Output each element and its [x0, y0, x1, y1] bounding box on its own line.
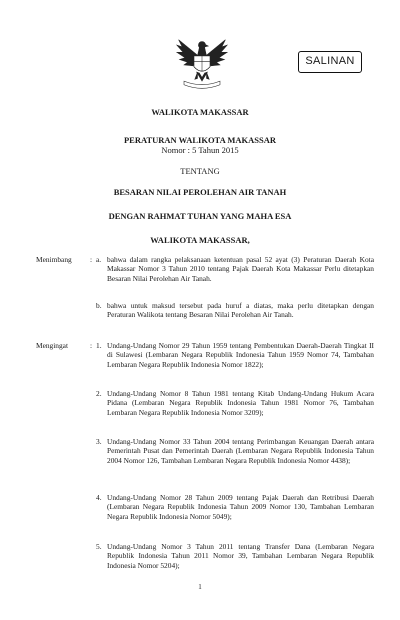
menimbang-item	[96, 301, 374, 320]
salinan-stamp: SALINAN	[298, 51, 362, 73]
regulation-subject: BESARAN NILAI PEROLEHAN AIR TANAH	[113, 187, 287, 197]
item-marker: 3.	[96, 437, 102, 446]
item-marker: 4.	[96, 493, 102, 502]
item-text: bahwa untuk maksud tersebut pada huruf a diatas, maka perlu ditetapkan dengan Peraturan Walikota tentang Besaran Nilai Perolehan Air Tanah.	[107, 301, 374, 320]
item-text: Undang-Undang Nomor 8 Tahun 1981 tentang Kitab Undang-Undang Hukum Acara Pidana (Lembaran Negara Republik Indonesia Tahun 1981 Nomor 76, Tambahan Lembaran Negara Republik Indonesia Nomor 3209);	[107, 389, 374, 417]
about-label: TENTANG	[180, 166, 220, 176]
regulation-number: Nomor : 5 Tahun 2015	[161, 145, 239, 155]
mengingat-colon: :	[90, 341, 93, 350]
menimbang-colon: :	[90, 255, 93, 264]
mengingat-label: Mengingat	[36, 341, 69, 350]
item-text: Undang-Undang Nomor 28 Tahun 2009 tentang Pajak Daerah dan Retribusi Daerah (Lembaran Negara Republik Indonesia Tahun 2009 Nomor 130, Tambahan Lembaran Negara Republik Indonesia Nomor 5049);	[107, 493, 374, 521]
mengingat-item	[96, 437, 374, 465]
mengingat-item	[96, 542, 374, 570]
blessing-line: DENGAN RAHMAT TUHAN YANG MAHA ESA	[108, 211, 292, 221]
garuda-emblem-icon	[175, 36, 229, 92]
authority-line: WALIKOTA MAKASSAR,	[150, 235, 250, 245]
menimbang-item	[96, 255, 374, 283]
item-marker: 1.	[96, 341, 102, 350]
item-marker: b.	[96, 301, 102, 310]
item-marker: 2.	[96, 389, 102, 398]
mengingat-item	[96, 389, 374, 417]
menimbang-label: Menimbang	[36, 255, 72, 264]
item-text: bahwa dalam rangka pelaksanaan ketentuan pasal 52 ayat (3) Peraturan Daerah Kota Makassar Nomor 3 Tahun 2010 tentang Pajak Daerah Kota Makassar Perlu ditetapkan Besaran Nilai Perolehan Air Tanah.	[107, 255, 374, 283]
mengingat-item	[96, 341, 374, 369]
issuer-heading: WALIKOTA MAKASSAR	[151, 107, 249, 117]
item-text: Undang-Undang Nomor 33 Tahun 2004 tentang Perimbangan Keuangan Daerah antara Pemerintah Pusat dan Pemerintah Daerah (Lembaran Negara Republik Indonesia Tahun 2004 Nomor 126, Tambahan Lembaran Negara Republik Indonesia Nomor 4438);	[107, 437, 374, 465]
mengingat-item	[96, 493, 374, 521]
item-text: Undang-Undang Nomor 29 Tahun 1959 tentang Pembentukan Daerah-Daerah Tingkat II di Sulawesi (Lembaran Negara Republik Indonesia Tahun 1959 Nomor 74, Tambahan Lembaran Negara Republik Indonesia Nomor 1822);	[107, 341, 374, 369]
page-number: 1	[198, 583, 202, 591]
item-marker: 5.	[96, 542, 102, 551]
item-text: Undang-Undang Nomor 3 Tahun 2011 tentang Transfer Dana (Lembaran Negara Republik Indonesia Tahun 2011 Nomor 39, Tambahan Lembaran Negara Republik Indonesia Nomor 5204);	[107, 542, 374, 570]
regulation-title: PERATURAN WALIKOTA MAKASSAR	[123, 135, 277, 145]
item-marker: a.	[96, 255, 102, 264]
